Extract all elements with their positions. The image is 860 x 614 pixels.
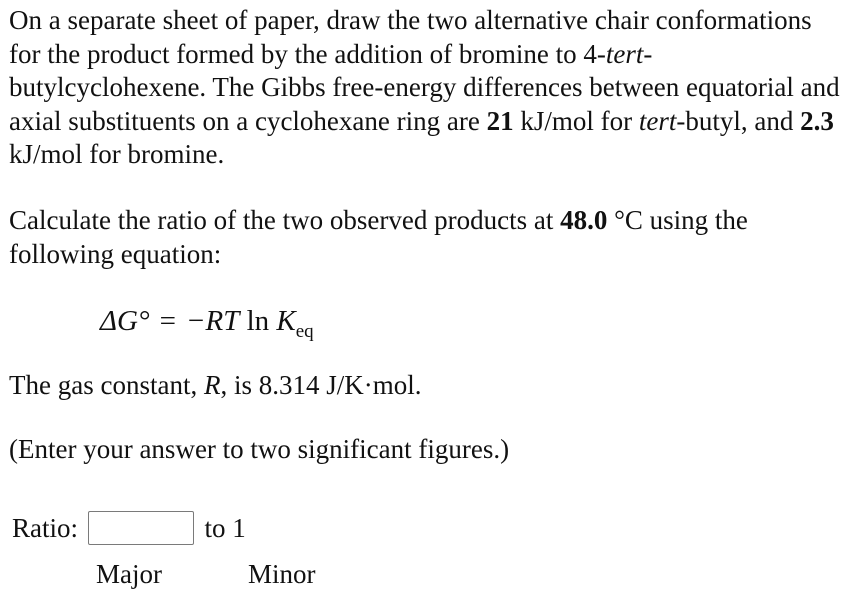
ratio-label: Ratio:	[12, 512, 78, 543]
sig-fig-note: (Enter your answer to two significant figures.)	[9, 434, 510, 464]
calculate-instruction	[9, 204, 849, 271]
answer-row	[12, 505, 246, 545]
gas-text-1: The gas constant,	[9, 370, 204, 400]
equation-lhs: ΔG°	[100, 305, 150, 337]
equation-k: K	[276, 305, 296, 337]
ratio-suffix: to 1	[204, 512, 246, 543]
intro-tert-2: tert	[638, 105, 677, 136]
intro-tert-butyl-energy: 21	[486, 105, 514, 136]
equation-k-subscript: eq	[295, 321, 314, 342]
calc-text-2: °C using the following equation:	[9, 205, 748, 269]
intro-text-4: -butyl, and	[676, 105, 801, 136]
minor-caption: Minor	[248, 559, 316, 589]
question-intro	[9, 4, 849, 172]
equation-equals: =	[159, 305, 176, 337]
gibbs-equation	[100, 303, 314, 350]
intro-text-1: On a separate sheet of paper, draw the two alternative chair conformations for the product formed by the addition of bromine to 4-	[9, 5, 812, 69]
calc-text-1: Calculate the ratio of the two observed products at	[9, 205, 561, 235]
gas-text-2: , is 8.314 J/K·mol.	[220, 370, 422, 400]
intro-bromine-energy: 2.3	[800, 105, 834, 136]
intro-text-3: kJ/mol for	[513, 105, 639, 136]
major-caption: Major	[96, 559, 162, 589]
ratio-input[interactable]	[88, 511, 194, 545]
intro-tert-1: tert	[605, 38, 644, 69]
intro-text-2: -butylcyclohexene. The Gibbs free-energy differences between equatorial and axial substituents on a cyclohexane ring are	[9, 38, 840, 136]
intro-text-5: kJ/mol for bromine.	[9, 139, 225, 169]
gas-r: R	[203, 370, 221, 400]
equation-rt: −RT	[185, 305, 240, 337]
gas-constant-note	[9, 369, 849, 403]
equation-ln: ln	[239, 305, 277, 337]
calc-temperature: 48.0	[560, 205, 608, 235]
